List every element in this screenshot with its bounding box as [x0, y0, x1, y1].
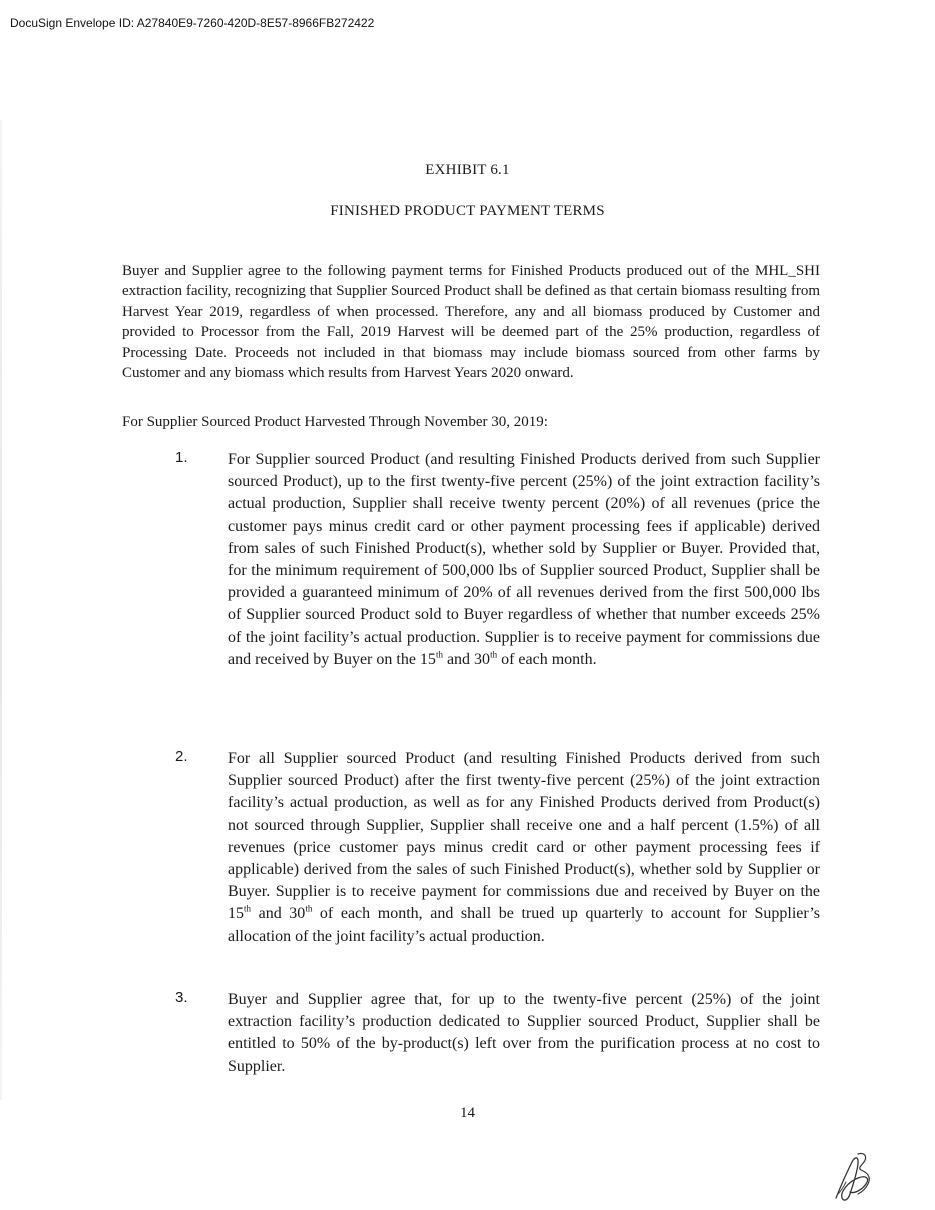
- handwritten-initials-icon: [828, 1148, 878, 1204]
- list-item: [175, 989, 820, 1078]
- page-heading: FINISHED PRODUCT PAYMENT TERMS: [330, 203, 605, 219]
- list-item-text: For Supplier sourced Product (and resulting Finished Products derived from such Supplier sourced Product), up to the first twenty-five percent (25%) of the joint extraction facility’s actual production, Supplier shall receive twenty percent (20%) of all revenues (price the customer pays minus credit card or other payment processing fees if applicable) derived from sales of such Finished Product(s), whether sold by Supplier or Buyer. Provided that, for the minimum requirement of 500,000 lbs of Supplier sourced Product, Supplier shall be provided a guaranteed minimum of 20% of all revenues derived from the first 500,000 lbs of Supplier sourced Product sold to Buyer regardless of whether that number exceeds 25% of the joint facility’s actual production. Supplier is to receive payment for commissions due and received by Buyer on the 15th and 30th of each month.: [228, 451, 820, 668]
- page-number: 14: [460, 1105, 475, 1121]
- list-item: [175, 449, 820, 671]
- list-item: [175, 748, 820, 948]
- section-subheading: For Supplier Sourced Product Harvested Through November 30, 2019:: [122, 414, 548, 430]
- list-item-number: 1.: [175, 449, 188, 466]
- list-item-text: For all Supplier sourced Product (and resulting Finished Products derived from such Supplier sourced Product) after the first twenty-five percent (25%) of the joint extraction facility’s actual production, as well as for any Finished Products derived from Product(s) not sourced through Supplier, Supplier shall receive one and a half percent (1.5%) of all revenues (price customer pays minus credit card or other payment processing fees if applicable) derived from the sales of such Finished Product(s), whether sold by Supplier or Buyer. Supplier is to receive payment for commissions due and received by Buyer on the 15th and 30th of each month, and shall be trued up quarterly to account for Supplier’s allocation of the joint facility’s actual production.: [228, 750, 820, 945]
- docusign-envelope-id: DocuSign Envelope ID: A27840E9-7260-420D-8E57-8966FB272422: [10, 16, 375, 30]
- scan-edge-shadow: [0, 120, 2, 1100]
- exhibit-title: EXHIBIT 6.1: [425, 162, 510, 178]
- list-item-number: 3.: [175, 989, 188, 1006]
- list-item-number: 2.: [175, 748, 188, 765]
- intro-paragraph: Buyer and Supplier agree to the following payment terms for Finished Products produced out of the MHL_SHI extraction facility, recognizing that Supplier Sourced Product shall be defined as that certain biomass resulting from Harvest Year 2019, regardless of when processed. Therefore, any and all biomass produced by Customer and provided to Processor from the Fall, 2019 Harvest will be deemed part of the 25% production, regardless of Processing Date. Proceeds not included in that biomass may include biomass sourced from other farms by Customer and any biomass which results from Harvest Years 2020 onward.: [122, 263, 820, 382]
- list-item-text: Buyer and Supplier agree that, for up to the twenty-five percent (25%) of the joint extraction facility’s production dedicated to Supplier sourced Product, Supplier shall be entitled to 50% of the by-product(s) left over from the purification process at no cost to Supplier.: [228, 991, 820, 1075]
